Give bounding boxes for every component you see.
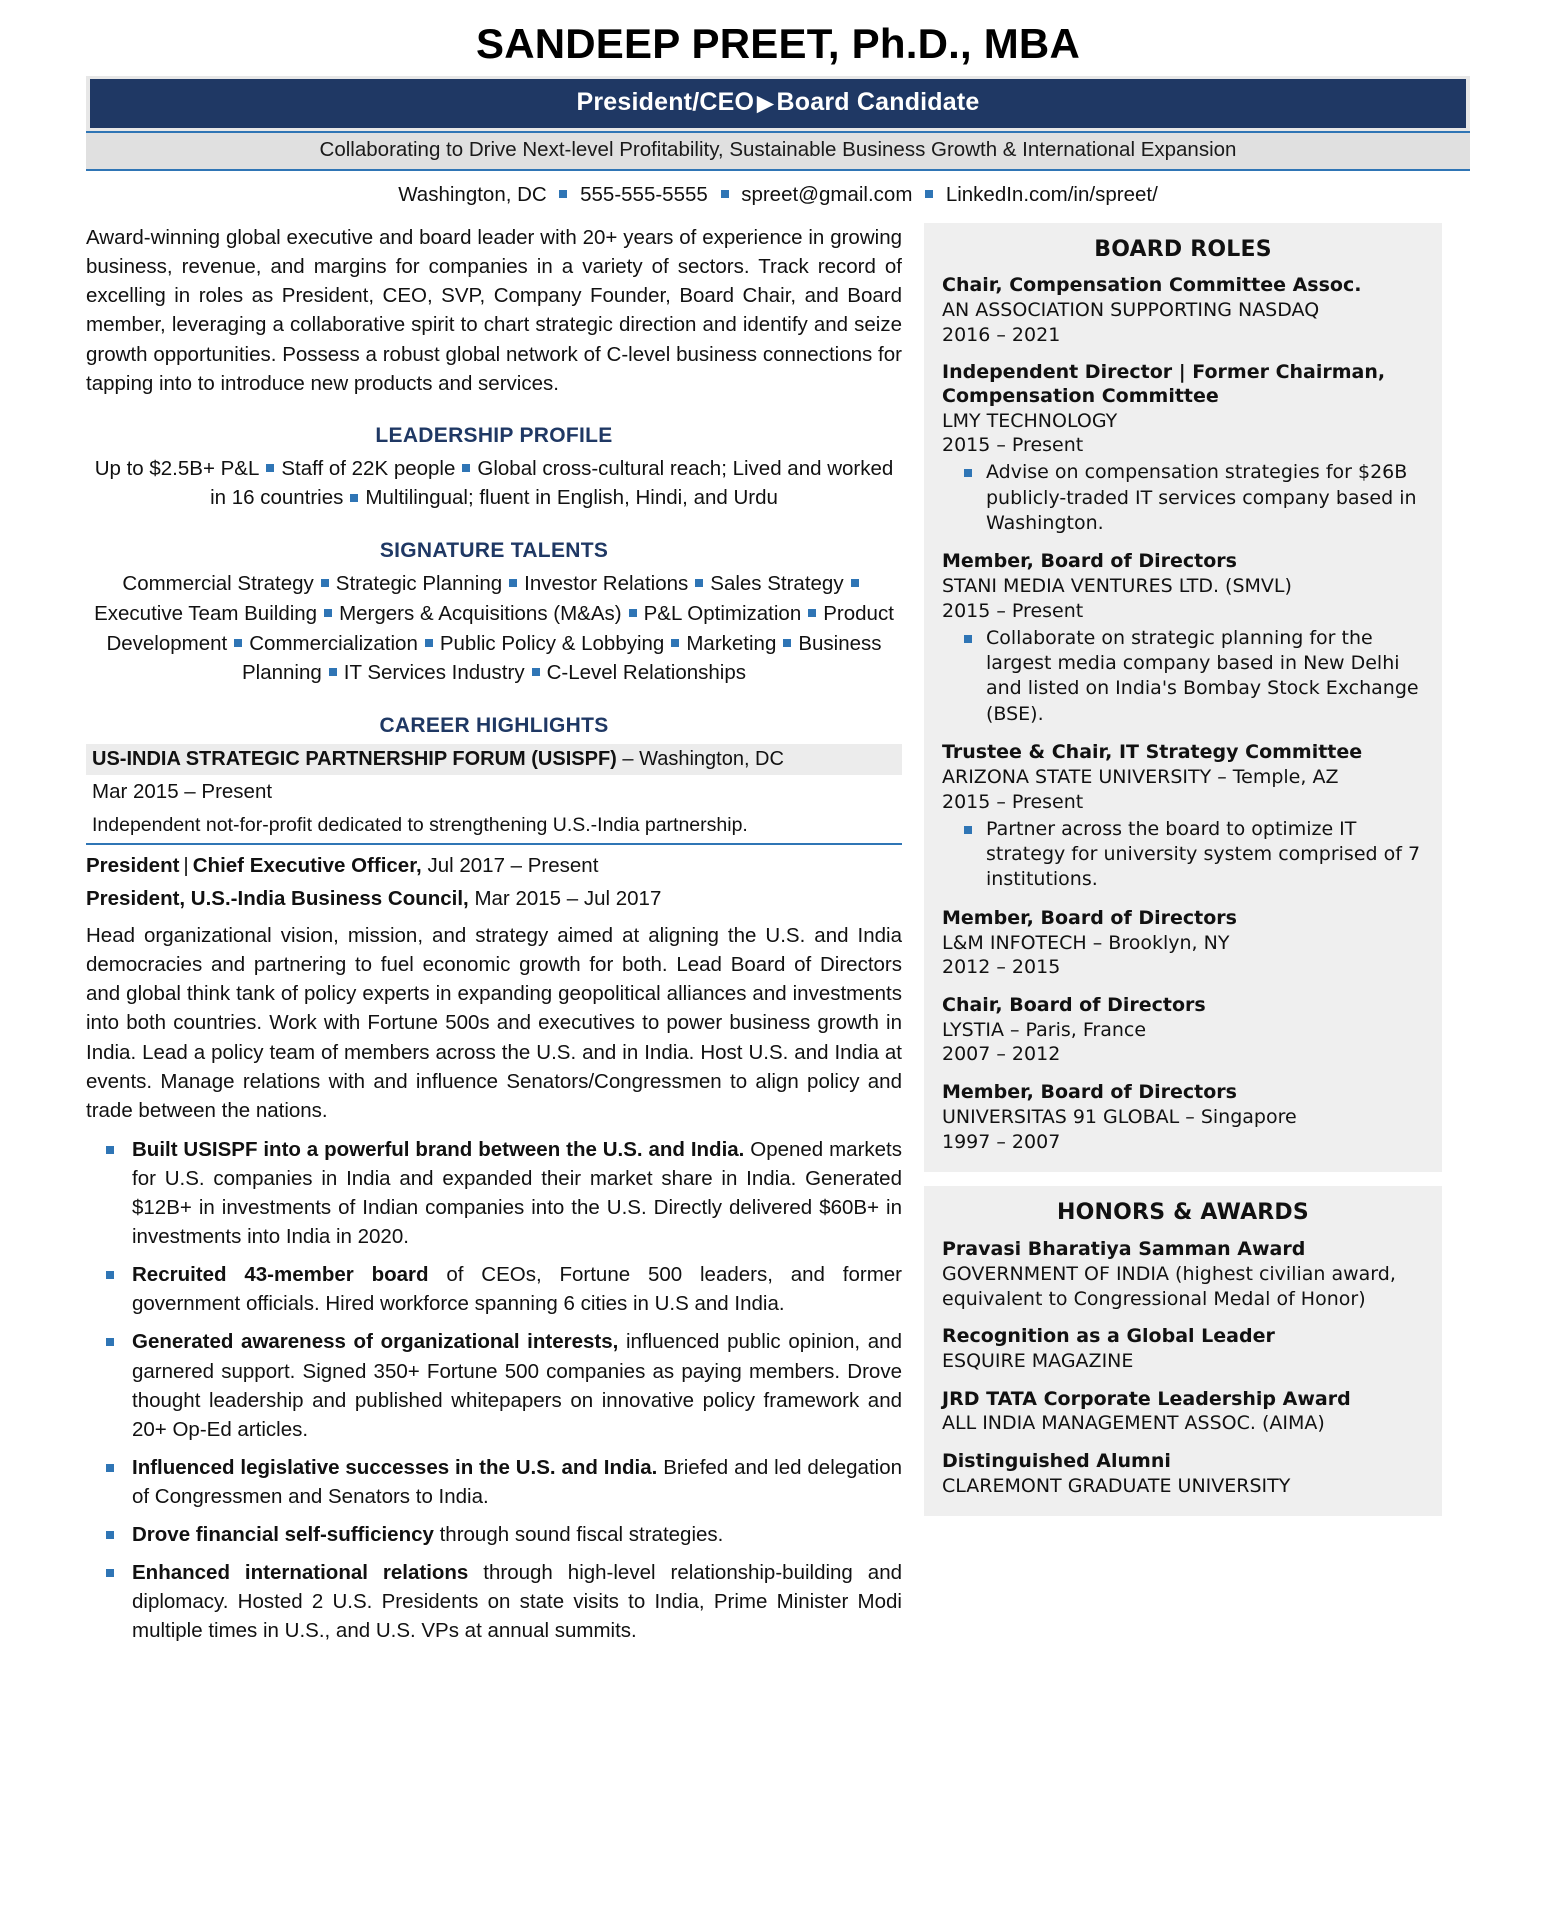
career-bullet-lead: Influenced legislative successes in the U.S. and India. bbox=[132, 1455, 658, 1479]
right-arrow-icon: ▶ bbox=[757, 92, 774, 116]
board-role-org: ARIZONA STATE UNIVERSITY – Temple, AZ bbox=[942, 766, 1339, 789]
talent-item: C-Level Relationships bbox=[546, 661, 746, 685]
talent-item: IT Services Industry bbox=[343, 661, 525, 685]
board-role-bullets bbox=[942, 626, 1424, 728]
board-role-title: Chair, Board of Directors bbox=[942, 994, 1206, 1016]
title-left-text: President/CEO bbox=[576, 88, 755, 117]
separator-square-icon bbox=[721, 190, 729, 198]
career-bullets-list bbox=[86, 1135, 902, 1646]
leadership-profile-list bbox=[86, 454, 902, 513]
separator-square-icon bbox=[559, 190, 567, 198]
award-name: JRD TATA Corporate Leadership Award bbox=[942, 1387, 1351, 1410]
board-role-dates: 2015 – Present bbox=[942, 599, 1084, 622]
employer-name: US-INDIA STRATEGIC PARTNERSHIP FORUM (USISPF) bbox=[92, 748, 617, 771]
tagline-text: Collaborating to Drive Next-level Profitability, Sustainable Business Growth & International Expansion bbox=[319, 138, 1237, 162]
professional-summary: Award-winning global executive and board leader with 20+ years of experience in growing business, revenue, and margins for companies in a variety of sectors. Track record of excelling in roles as President, CEO, SVP, Company Founder, Board Chair, and Board member, leveraging a collaborative spirit to chart strategic direction and identify and seize growth opportunities. Possess a robust global network of C-level business connections for tapping into to introduce new products and services. bbox=[86, 226, 902, 395]
leadership-item: Multilingual; fluent in English, Hindi, and Urdu bbox=[365, 486, 778, 510]
award-org: ESQUIRE MAGAZINE bbox=[942, 1350, 1134, 1372]
board-role-org: LYSTIA – Paris, France bbox=[942, 1018, 1147, 1041]
separator-square-icon bbox=[695, 579, 703, 587]
employer-dates: Mar 2015 – Present bbox=[92, 780, 273, 804]
tagline-container bbox=[86, 133, 1470, 171]
career-bullet-text: of CEOs, Fortune 500 leaders, and former government officials. Hired workforce spanning 6 cities in U.S and India. bbox=[132, 1263, 902, 1316]
board-role-dates: 2012 – 2015 bbox=[942, 956, 1061, 979]
separator-square-icon bbox=[234, 639, 242, 647]
board-role-title: Member, Board of Directors bbox=[942, 1081, 1237, 1104]
board-roles-entries bbox=[942, 274, 1424, 1154]
leadership-item: Global cross-cultural reach; Lived and worked in 16 countries bbox=[210, 456, 894, 510]
board-role-bullet: Advise on compensation strategies for $26B publicly-traded IT services company based in Washington. bbox=[942, 460, 1424, 536]
talent-item: Marketing bbox=[686, 631, 777, 655]
board-role-org: STANI MEDIA VENTURES LTD. (SMVL) bbox=[942, 575, 1292, 598]
talent-item: P&L Optimization bbox=[643, 601, 802, 625]
separator-square-icon bbox=[629, 609, 637, 617]
signature-talents-list bbox=[86, 569, 902, 688]
separator-square-icon bbox=[783, 639, 791, 647]
employer-description: Independent not-for-profit dedicated to strengthening U.S.-India partnership. bbox=[86, 806, 902, 845]
talent-item: Investor Relations bbox=[524, 572, 689, 596]
board-role-org: LMY TECHNOLOGY bbox=[942, 409, 1118, 432]
career-bullet-lead: Recruited 43-member board bbox=[132, 1263, 429, 1287]
honors-awards-panel bbox=[924, 1186, 1442, 1516]
role-divider: | bbox=[183, 854, 189, 878]
award-name: Pravasi Bharatiya Samman Award bbox=[942, 1238, 1306, 1261]
career-bullet bbox=[86, 1260, 902, 1318]
board-role-title: Independent Director | Former Chairman, Compensation Committee bbox=[942, 361, 1386, 407]
career-bullet-text: through sound fiscal strategies. bbox=[433, 1523, 724, 1547]
board-role-org: L&M INFOTECH – Brooklyn, NY bbox=[942, 931, 1230, 954]
career-bullet-text: Opened markets for U.S. companies in India and expanded their market share in India. Generated $12B+ in investments of Indian companies into the U.S. Directly delivered $60B+ in investments into India in 2020. bbox=[132, 1137, 902, 1249]
separator-square-icon bbox=[350, 494, 358, 502]
role-title-usibc: President, U.S.-India Business Council, bbox=[86, 887, 469, 911]
talent-item: Public Policy & Lobbying bbox=[439, 631, 665, 655]
talent-item: Mergers & Acquisitions (M&As) bbox=[339, 601, 622, 625]
board-role-bullets bbox=[942, 460, 1424, 536]
board-role-dates: 2015 – Present bbox=[942, 434, 1084, 457]
role-description: Head organizational vision, mission, and strategy aimed at aligning the U.S. and India democracies and partnering to fuel economic growth for both. Lead Board of Directors and global think tank of policy experts in expanding geopolitical alliances and investments into both countries. Work with Fortune 500s and executives to power business growth in India. Lead a policy team of members across the U.S. and in India. Host U.S. and India at events. Manage relations with and influence Senators/Congressmen to align policy and trade between the nations. bbox=[86, 924, 902, 1122]
board-role-org: UNIVERSITAS 91 GLOBAL – Singapore bbox=[942, 1105, 1297, 1128]
board-role-bullet: Collaborate on strategic planning for the largest media company based in New Delhi and listed on India's Bombay Stock Exchange (BSE). bbox=[942, 626, 1424, 728]
separator-square-icon bbox=[532, 668, 540, 676]
contact-phone[interactable]: 555-555-5555 bbox=[580, 183, 708, 207]
honors-awards-entries bbox=[942, 1237, 1424, 1498]
employer-bar bbox=[86, 744, 902, 775]
career-bullet bbox=[86, 1135, 902, 1251]
board-role-dates: 2007 – 2012 bbox=[942, 1043, 1061, 1066]
career-bullet-lead: Generated awareness of organizational interests, bbox=[132, 1330, 619, 1354]
board-role-title: Member, Board of Directors bbox=[942, 906, 1237, 929]
board-role-dates: 2016 – 2021 bbox=[942, 323, 1061, 346]
body-columns bbox=[86, 223, 1470, 1654]
talent-item: Business Planning bbox=[242, 631, 882, 685]
board-role-title: Trustee & Chair, IT Strategy Committee bbox=[942, 741, 1363, 764]
separator-square-icon bbox=[671, 639, 679, 647]
career-bullet-text: Briefed and led delegation of Congressmen and Senators to India. bbox=[132, 1455, 903, 1509]
board-role-title: Member, Board of Directors bbox=[942, 550, 1237, 573]
career-bullet-lead: Enhanced international relations bbox=[132, 1561, 469, 1585]
contact-email[interactable]: spreet@gmail.com bbox=[741, 183, 913, 207]
separator-square-icon bbox=[266, 464, 274, 472]
career-bullet bbox=[86, 1558, 902, 1645]
talent-item: Product Development bbox=[106, 601, 894, 655]
separator-square-icon bbox=[329, 668, 337, 676]
leadership-item: Staff of 22K people bbox=[281, 456, 456, 480]
career-bullet-lead: Built USISPF into a powerful brand between the U.S. and India. bbox=[132, 1137, 745, 1161]
separator-square-icon bbox=[462, 464, 470, 472]
career-bullet-lead: Drove financial self-sufficiency bbox=[132, 1523, 434, 1547]
talent-item: Strategic Planning bbox=[335, 572, 503, 596]
board-role-bullets bbox=[942, 817, 1424, 893]
candidate-name: SANDEEP PREET, Ph.D., MBA bbox=[476, 20, 1080, 67]
separator-square-icon bbox=[925, 190, 933, 198]
role-line-secondary bbox=[86, 878, 902, 911]
career-bullet bbox=[86, 1453, 902, 1511]
separator-square-icon bbox=[509, 579, 517, 587]
career-bullet bbox=[86, 1520, 902, 1549]
role-title-ceo: Chief Executive Officer, bbox=[192, 854, 422, 878]
board-role-dates: 1997 – 2007 bbox=[942, 1130, 1061, 1153]
board-roles-heading: BOARD ROLES bbox=[1094, 237, 1272, 263]
board-role-bullet: Partner across the board to optimize IT strategy for university system comprised of 7 institutions. bbox=[942, 817, 1424, 893]
role-dates-primary: Jul 2017 – Present bbox=[421, 854, 599, 878]
career-bullet-text: through high-level relationship-building and diplomacy. Hosted 2 U.S. Presidents on state visits to India, Prime Minister Modi multiple times in U.S., and U.S. VPs at annual summits. bbox=[132, 1561, 902, 1643]
award-org: ALL INDIA MANAGEMENT ASSOC. (AIMA) bbox=[942, 1412, 1325, 1435]
career-highlights-heading: CAREER HIGHLIGHTS bbox=[379, 714, 609, 738]
career-bullet-text: influenced public opinion, and garnered support. Signed 350+ Fortune 500 companies as paying members. Drove thought leadership and published whitepapers on innovative policy framework and 20+ Op-Ed articles. bbox=[132, 1330, 902, 1441]
separator-square-icon bbox=[324, 609, 332, 617]
board-roles-panel bbox=[924, 223, 1442, 1172]
signature-talents-heading: SIGNATURE TALENTS bbox=[379, 539, 609, 563]
leadership-item: Up to $2.5B+ P&L bbox=[94, 456, 260, 480]
main-content-column bbox=[86, 223, 924, 1654]
role-dates-secondary: Mar 2015 – Jul 2017 bbox=[468, 887, 662, 911]
contact-location: Washington, DC bbox=[398, 183, 547, 207]
title-right-text: Board Candidate bbox=[776, 88, 980, 117]
separator-square-icon bbox=[851, 579, 859, 587]
sidebar-column bbox=[924, 223, 1442, 1516]
title-bar-container bbox=[86, 76, 1470, 133]
candidate-title-bar bbox=[90, 79, 1466, 128]
contact-line bbox=[86, 171, 1470, 223]
separator-square-icon bbox=[425, 639, 433, 647]
talent-item: Sales Strategy bbox=[710, 572, 844, 596]
leadership-profile-heading: LEADERSHIP PROFILE bbox=[375, 423, 613, 447]
contact-linkedin[interactable]: LinkedIn.com/in/spreet/ bbox=[945, 183, 1158, 207]
board-role-org: AN ASSOCIATION SUPPORTING NASDAQ bbox=[942, 298, 1320, 321]
separator-square-icon bbox=[321, 579, 329, 587]
award-name: Recognition as a Global Leader bbox=[942, 1325, 1275, 1348]
board-role-dates: 2015 – Present bbox=[942, 790, 1084, 813]
award-org: CLAREMONT GRADUATE UNIVERSITY bbox=[942, 1474, 1291, 1497]
award-org: GOVERNMENT OF INDIA (highest civilian award, equivalent to Congressional Medal of Honor) bbox=[942, 1262, 1396, 1310]
honors-awards-heading: HONORS & AWARDS bbox=[1057, 1200, 1309, 1226]
separator-square-icon bbox=[808, 609, 816, 617]
career-bullet bbox=[86, 1327, 902, 1443]
role-title-president: President bbox=[86, 854, 180, 878]
talent-item: Commercialization bbox=[249, 631, 418, 655]
board-role-title: Chair, Compensation Committee Assoc. bbox=[942, 274, 1362, 297]
talent-item: Commercial Strategy bbox=[122, 572, 314, 596]
employer-location: – Washington, DC bbox=[622, 748, 784, 771]
role-line-primary bbox=[86, 845, 902, 878]
talent-item: Executive Team Building bbox=[94, 601, 318, 625]
award-name: Distinguished Alumni bbox=[942, 1450, 1171, 1473]
